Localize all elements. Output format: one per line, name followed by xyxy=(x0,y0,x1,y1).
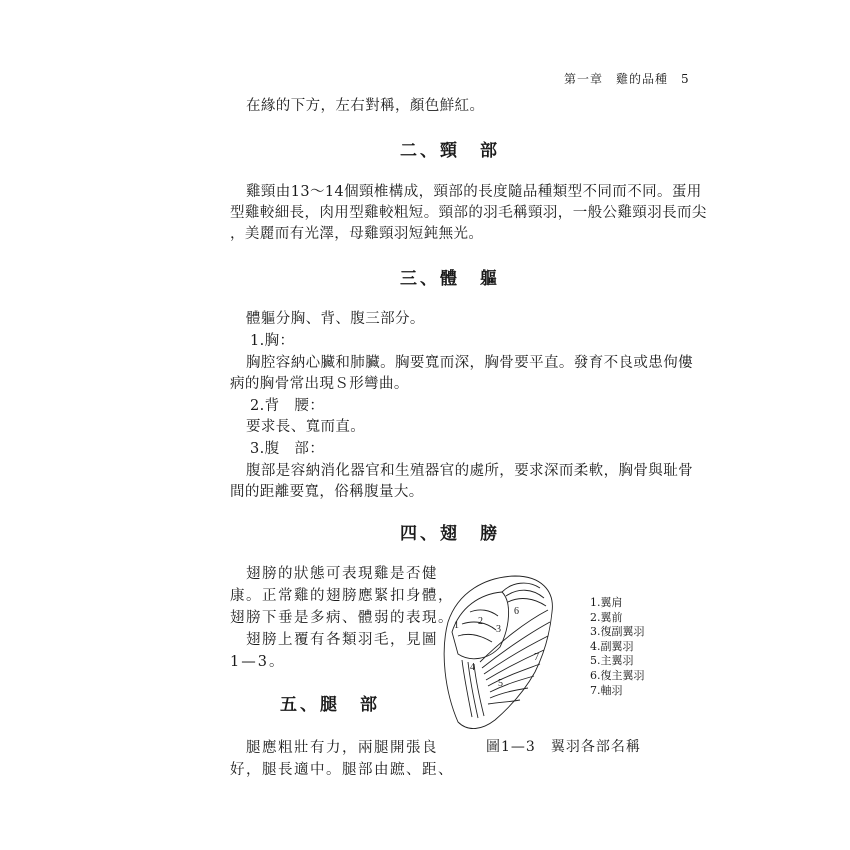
wings-line-5: 1—3。 xyxy=(230,654,286,670)
wing-label-2: 2 xyxy=(478,616,483,627)
wings-line-3: 翅膀下垂是多病、體弱的表現。 xyxy=(230,610,454,626)
legend-item: 6.復主翼羽 xyxy=(590,668,645,682)
legs-heading: 五、腿 部 xyxy=(280,695,380,715)
legend-item: 7.軸羽 xyxy=(590,683,623,697)
body-line-belly-1: 腹部是容納消化器官和生殖器官的處所，要求深而柔軟，胸骨與耻骨 xyxy=(246,463,693,479)
body-line-chest-1: 胸腔容納心臟和肺臟。胸要寬而深，胸骨要平直。發育不良或患佝僂 xyxy=(246,355,693,371)
body-line-belly-2: 間的距離要寬，俗稱腹量大。 xyxy=(230,484,424,500)
running-head: 第一章 雞的品種 5 xyxy=(564,72,690,86)
figure-caption: 圖1—3 翼羽各部名稱 xyxy=(486,739,641,755)
body-heading: 三、體 軀 xyxy=(400,269,500,289)
wings-heading: 四、翅 膀 xyxy=(400,524,500,544)
legend-item: 5.主翼羽 xyxy=(590,654,634,668)
neck-line-3: ，美麗而有光澤，母雞頸羽短鈍無光。 xyxy=(230,226,484,242)
wing-label-3: 3 xyxy=(496,624,501,635)
intro-line: 在緣的下方，左右對稱，顏色鮮紅。 xyxy=(246,98,485,114)
wing-label-1: 1 xyxy=(454,620,459,631)
wing-label-5: 5 xyxy=(498,678,503,689)
wings-line-4: 翅膀上覆有各類羽毛，見圖 xyxy=(246,632,438,648)
wing-feather-illustration xyxy=(440,572,580,732)
body-subhead-belly: 3.腹 部： xyxy=(250,441,325,457)
legend-item: 2.翼前 xyxy=(590,610,623,624)
legend-item: 3.復副翼羽 xyxy=(590,625,645,639)
body-line-back: 要求長、寬而直。 xyxy=(246,419,366,435)
neck-line-2: 型雞較細長，肉用型雞較粗短。頸部的羽毛稱頸羽，一般公雞頸羽長而尖 xyxy=(230,205,707,221)
wing-label-6: 6 xyxy=(514,606,519,617)
legend-item: 1.翼肩 xyxy=(590,596,623,609)
legend-item: 4.副翼羽 xyxy=(590,639,634,653)
wing-label-7: 7 xyxy=(534,652,539,663)
figure-legend xyxy=(590,596,645,698)
body-subhead-chest: 1.胸： xyxy=(250,333,295,349)
body-line-chest-2: 病的胸骨常出現Ｓ形彎曲。 xyxy=(230,376,409,392)
neck-heading: 二、頸 部 xyxy=(400,141,500,161)
body-line-1: 體軀分胸、背、腹三部分。 xyxy=(246,311,425,327)
wing-label-4: 4 xyxy=(470,662,475,673)
wings-line-1: 翅膀的狀態可表現雞是否健 xyxy=(246,566,438,582)
neck-line-1: 雞頸由13～14個頸椎構成，頸部的長度隨品種類型不同而不同。蛋用 xyxy=(246,184,702,200)
wings-line-2: 康。正常雞的翅膀應緊扣身體， xyxy=(230,588,454,604)
body-subhead-back: 2.背 腰： xyxy=(250,398,325,414)
legs-line-2: 好，腿長適中。腿部由蹠、距、 xyxy=(230,762,454,778)
legs-line-1: 腿應粗壯有力，兩腿開張良 xyxy=(246,740,438,756)
